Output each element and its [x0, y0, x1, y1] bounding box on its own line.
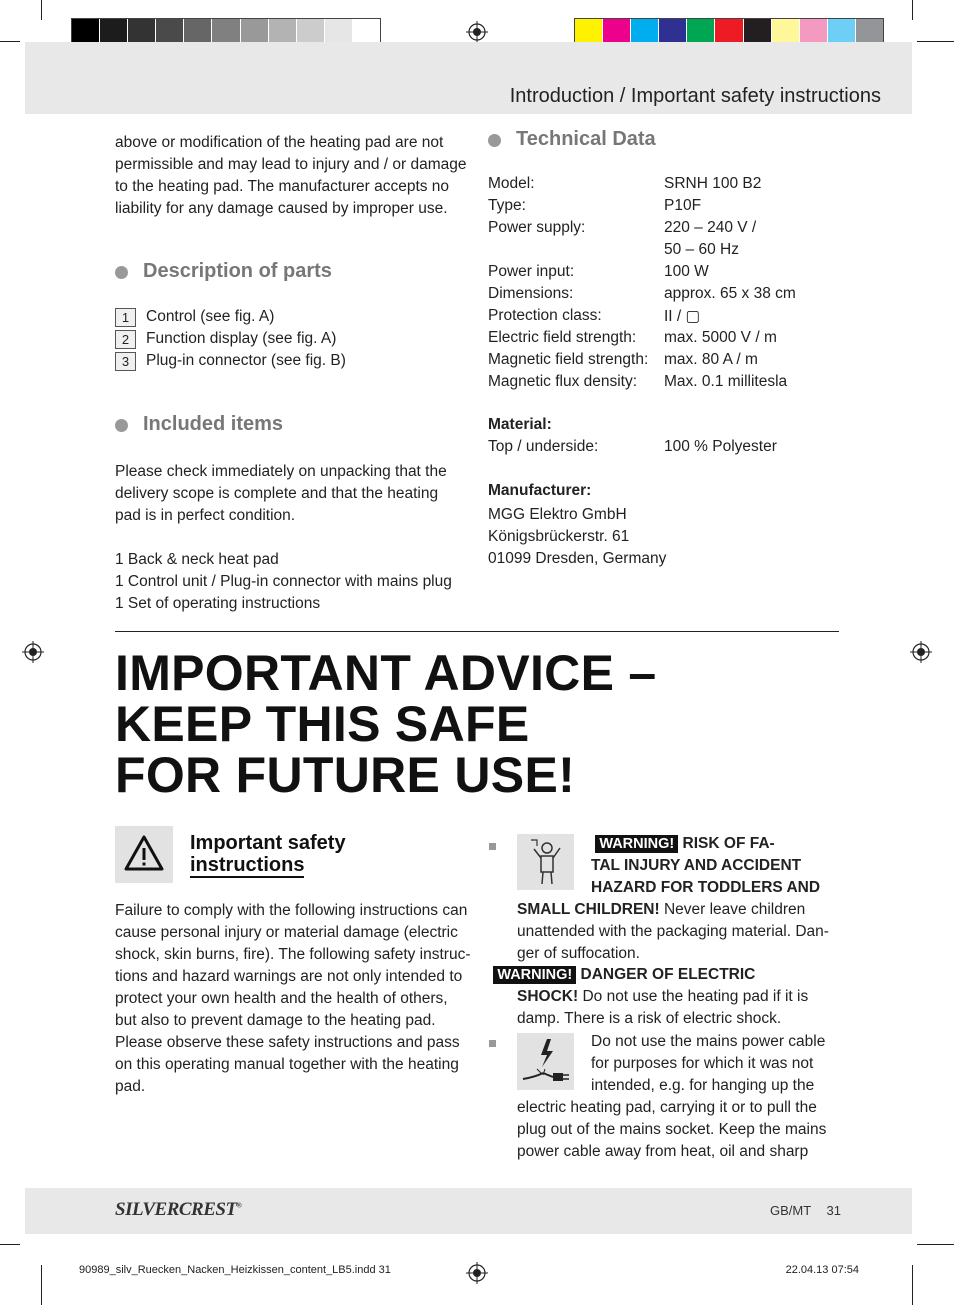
registration-mark-icon	[466, 1262, 488, 1284]
address-line: 01099 Dresden, Germany	[488, 550, 667, 567]
warning-1-continued	[517, 899, 842, 965]
warning-text: unattended with the packaging material. Dan-	[517, 923, 829, 940]
section-bullet-icon	[488, 134, 501, 147]
crop-mark	[912, 1265, 913, 1305]
registration-mark-icon	[910, 641, 932, 663]
warning-text: Do not use the mains power cable	[591, 1033, 826, 1050]
technical-data-heading: Technical Data	[516, 128, 656, 150]
page-title: Introduction / Important safety instructions	[509, 85, 881, 107]
page-number: 31	[826, 1203, 841, 1218]
part-item	[115, 307, 274, 327]
technical-data-value: 100 W	[664, 263, 709, 280]
list-item: 1 Back & neck heat pad	[115, 551, 279, 568]
warning-badge: WARNING!	[493, 966, 576, 984]
material-heading: Material:	[488, 416, 552, 433]
technical-data-label: Magnetic field strength:	[488, 351, 649, 368]
technical-data-label: Type:	[488, 197, 526, 214]
technical-data-row	[488, 263, 838, 285]
warning-text: RISK OF FA-	[682, 835, 775, 852]
locale: GB/MT	[769, 1203, 811, 1218]
warning-text: plug out of the mains socket. Keep the mains	[517, 1121, 827, 1138]
text-line: permissible and may lead to injury and / or damage	[115, 156, 467, 173]
intro-paragraph	[115, 132, 470, 220]
warning-badge: WARNING!	[595, 835, 678, 853]
big-title-line: KEEP THIS SAFE	[115, 696, 530, 752]
technical-data-value: max. 5000 V / m	[664, 329, 777, 346]
text-line: on this operating manual together with the heating	[115, 1056, 459, 1073]
warning-text: electric heating pad, carrying it or to pull the	[517, 1099, 817, 1116]
brand-logo: SILVERCREST®	[115, 1199, 242, 1220]
technical-data-row	[488, 307, 838, 329]
text-line: protect your own health and the health of others,	[115, 990, 448, 1007]
technical-data-value: 50 – 60 Hz	[664, 241, 739, 258]
part-number: 1	[115, 308, 136, 327]
section-divider	[115, 631, 839, 632]
registration-mark-icon	[22, 641, 44, 663]
cable-shock-icon	[517, 1033, 574, 1090]
technical-data-label: Electric field strength:	[488, 329, 637, 346]
technical-data-row	[488, 219, 838, 241]
child-pictogram	[517, 834, 574, 890]
big-title-line: IMPORTANT ADVICE –	[115, 645, 657, 701]
technical-data-value: max. 80 A / m	[664, 351, 758, 368]
safety-heading-line: instructions	[190, 854, 305, 876]
technical-data-value: II / ▢	[664, 308, 701, 325]
warning-2-continued	[517, 986, 842, 1030]
technical-data-row	[488, 285, 838, 307]
included-heading: Included items	[143, 413, 284, 435]
technical-data-label: Power supply:	[488, 219, 586, 236]
manufacturer-heading-row	[488, 482, 838, 504]
registration-mark-icon	[466, 21, 488, 43]
text-line: shock, skin burns, fire). The following safety instruc-	[115, 946, 471, 963]
part-number: 3	[115, 352, 136, 371]
list-item: 1 Set of operating instructions	[115, 595, 321, 612]
big-title-line: FOR FUTURE USE!	[115, 747, 576, 803]
warning-text: for purposes for which it was not	[591, 1055, 814, 1072]
manufacturer-address	[488, 504, 838, 570]
technical-data-label: Magnetic flux density:	[488, 373, 638, 390]
technical-data-row	[488, 241, 838, 263]
warning-text: SMALL CHILDREN!	[517, 901, 660, 918]
page-info	[770, 1203, 841, 1218]
technical-data-label: Model:	[488, 175, 535, 192]
address-line: MGG Elektro GmbH	[488, 506, 627, 523]
warning-text: SHOCK!	[517, 988, 579, 1005]
text-line: to the heating pad. The manufacturer accepts no	[115, 178, 450, 195]
warning-1	[591, 833, 841, 899]
technical-data-row	[488, 329, 838, 351]
warning-text: Never leave children	[659, 901, 806, 918]
technical-data-value: approx. 65 x 38 cm	[664, 285, 796, 302]
technical-data-label: Power input:	[488, 263, 575, 280]
safety-paragraph	[115, 900, 475, 1098]
crop-mark	[917, 1244, 954, 1245]
warning-text: intended, e.g. for hanging up the	[591, 1077, 815, 1094]
warning-text: ger of suffocation.	[517, 945, 640, 962]
part-label: Plug-in connector (see fig. B)	[146, 352, 346, 369]
text-line: delivery scope is complete and that the heating	[115, 485, 439, 502]
crop-mark	[912, 0, 913, 20]
text-line: above or modification of the heating pad are not	[115, 134, 444, 151]
cable-pictogram	[517, 1033, 574, 1090]
list-item: 1 Control unit / Plug-in connector with mains plug	[115, 573, 452, 590]
warning-text: power cable away from heat, oil and sharp	[517, 1143, 809, 1160]
material-row	[488, 438, 838, 460]
crop-mark	[41, 0, 42, 20]
technical-data-row	[488, 175, 838, 197]
description-heading: Description of parts	[143, 260, 332, 282]
slug-date: 22.04.13 07:54	[785, 1264, 859, 1276]
crop-mark	[0, 1244, 20, 1245]
safety-heading-line: Important safety	[190, 832, 346, 854]
text-line: liability for any damage caused by improper use.	[115, 200, 448, 217]
bullet-square-icon	[489, 843, 496, 850]
technical-data-row	[488, 351, 838, 373]
slug-file: 90989_silv_Ruecken_Nacken_Heizkissen_content_LB5.indd 31	[79, 1264, 391, 1276]
warning-3	[591, 1031, 841, 1097]
bullet-square-icon	[489, 1040, 496, 1047]
warning-text: TAL INJURY AND ACCIDENT	[591, 857, 802, 874]
text-line: tions and hazard warnings are not only intended to	[115, 968, 463, 985]
technical-data-value: P10F	[664, 197, 702, 214]
warning-text: damp. There is a risk of electric shock.	[517, 1010, 782, 1027]
material-heading-row	[488, 416, 838, 438]
technical-data-row	[488, 197, 838, 219]
material-label: Top / underside:	[488, 438, 599, 455]
text-line: but also to prevent damage to the heating pad.	[115, 1012, 436, 1029]
warning-text: HAZARD FOR TODDLERS AND	[591, 879, 821, 896]
technical-data-label: Protection class:	[488, 307, 602, 324]
warning-text: Do not use the heating pad if it is	[578, 988, 809, 1005]
address-line: Königsbrückerstr. 61	[488, 528, 630, 545]
part-label: Function display (see fig. A)	[146, 330, 337, 347]
section-bullet-icon	[115, 419, 128, 432]
warning-text: DANGER OF ELECTRIC	[580, 966, 756, 983]
text-line: pad is in perfect condition.	[115, 507, 296, 524]
crop-mark	[917, 41, 954, 42]
warning-triangle-icon	[115, 826, 173, 883]
text-line: cause personal injury or material damage (electric	[115, 924, 458, 941]
crop-mark	[41, 1265, 42, 1305]
technical-data-label: Dimensions:	[488, 285, 574, 302]
manufacturer-heading: Manufacturer:	[488, 482, 592, 499]
warning-triangle-box	[115, 826, 173, 883]
part-item	[115, 351, 346, 371]
included-paragraph	[115, 461, 470, 527]
crop-mark	[0, 41, 20, 42]
part-item	[115, 329, 336, 349]
big-title	[115, 645, 657, 803]
material-value: 100 % Polyester	[664, 438, 777, 455]
brand-text: SILVERCREST	[115, 1199, 237, 1220]
text-line: pad.	[115, 1078, 146, 1095]
warning-3-continued	[517, 1097, 842, 1163]
text-line: Failure to comply with the following instructions can	[115, 902, 468, 919]
part-label: Control (see fig. A)	[146, 308, 275, 325]
technical-data-value: 220 – 240 V /	[664, 219, 757, 236]
technical-data-value: Max. 0.1 millitesla	[664, 373, 788, 390]
technical-data-row	[488, 373, 838, 395]
child-icon	[517, 834, 574, 890]
warning-2	[489, 964, 844, 986]
part-number: 2	[115, 330, 136, 349]
text-line: Please observe these safety instructions and pass	[115, 1034, 460, 1051]
safety-heading	[190, 832, 346, 876]
section-bullet-icon	[115, 266, 128, 279]
technical-data-value: SRNH 100 B2	[664, 175, 762, 192]
text-line: Please check immediately on unpacking that the	[115, 463, 447, 480]
included-list	[115, 549, 475, 615]
